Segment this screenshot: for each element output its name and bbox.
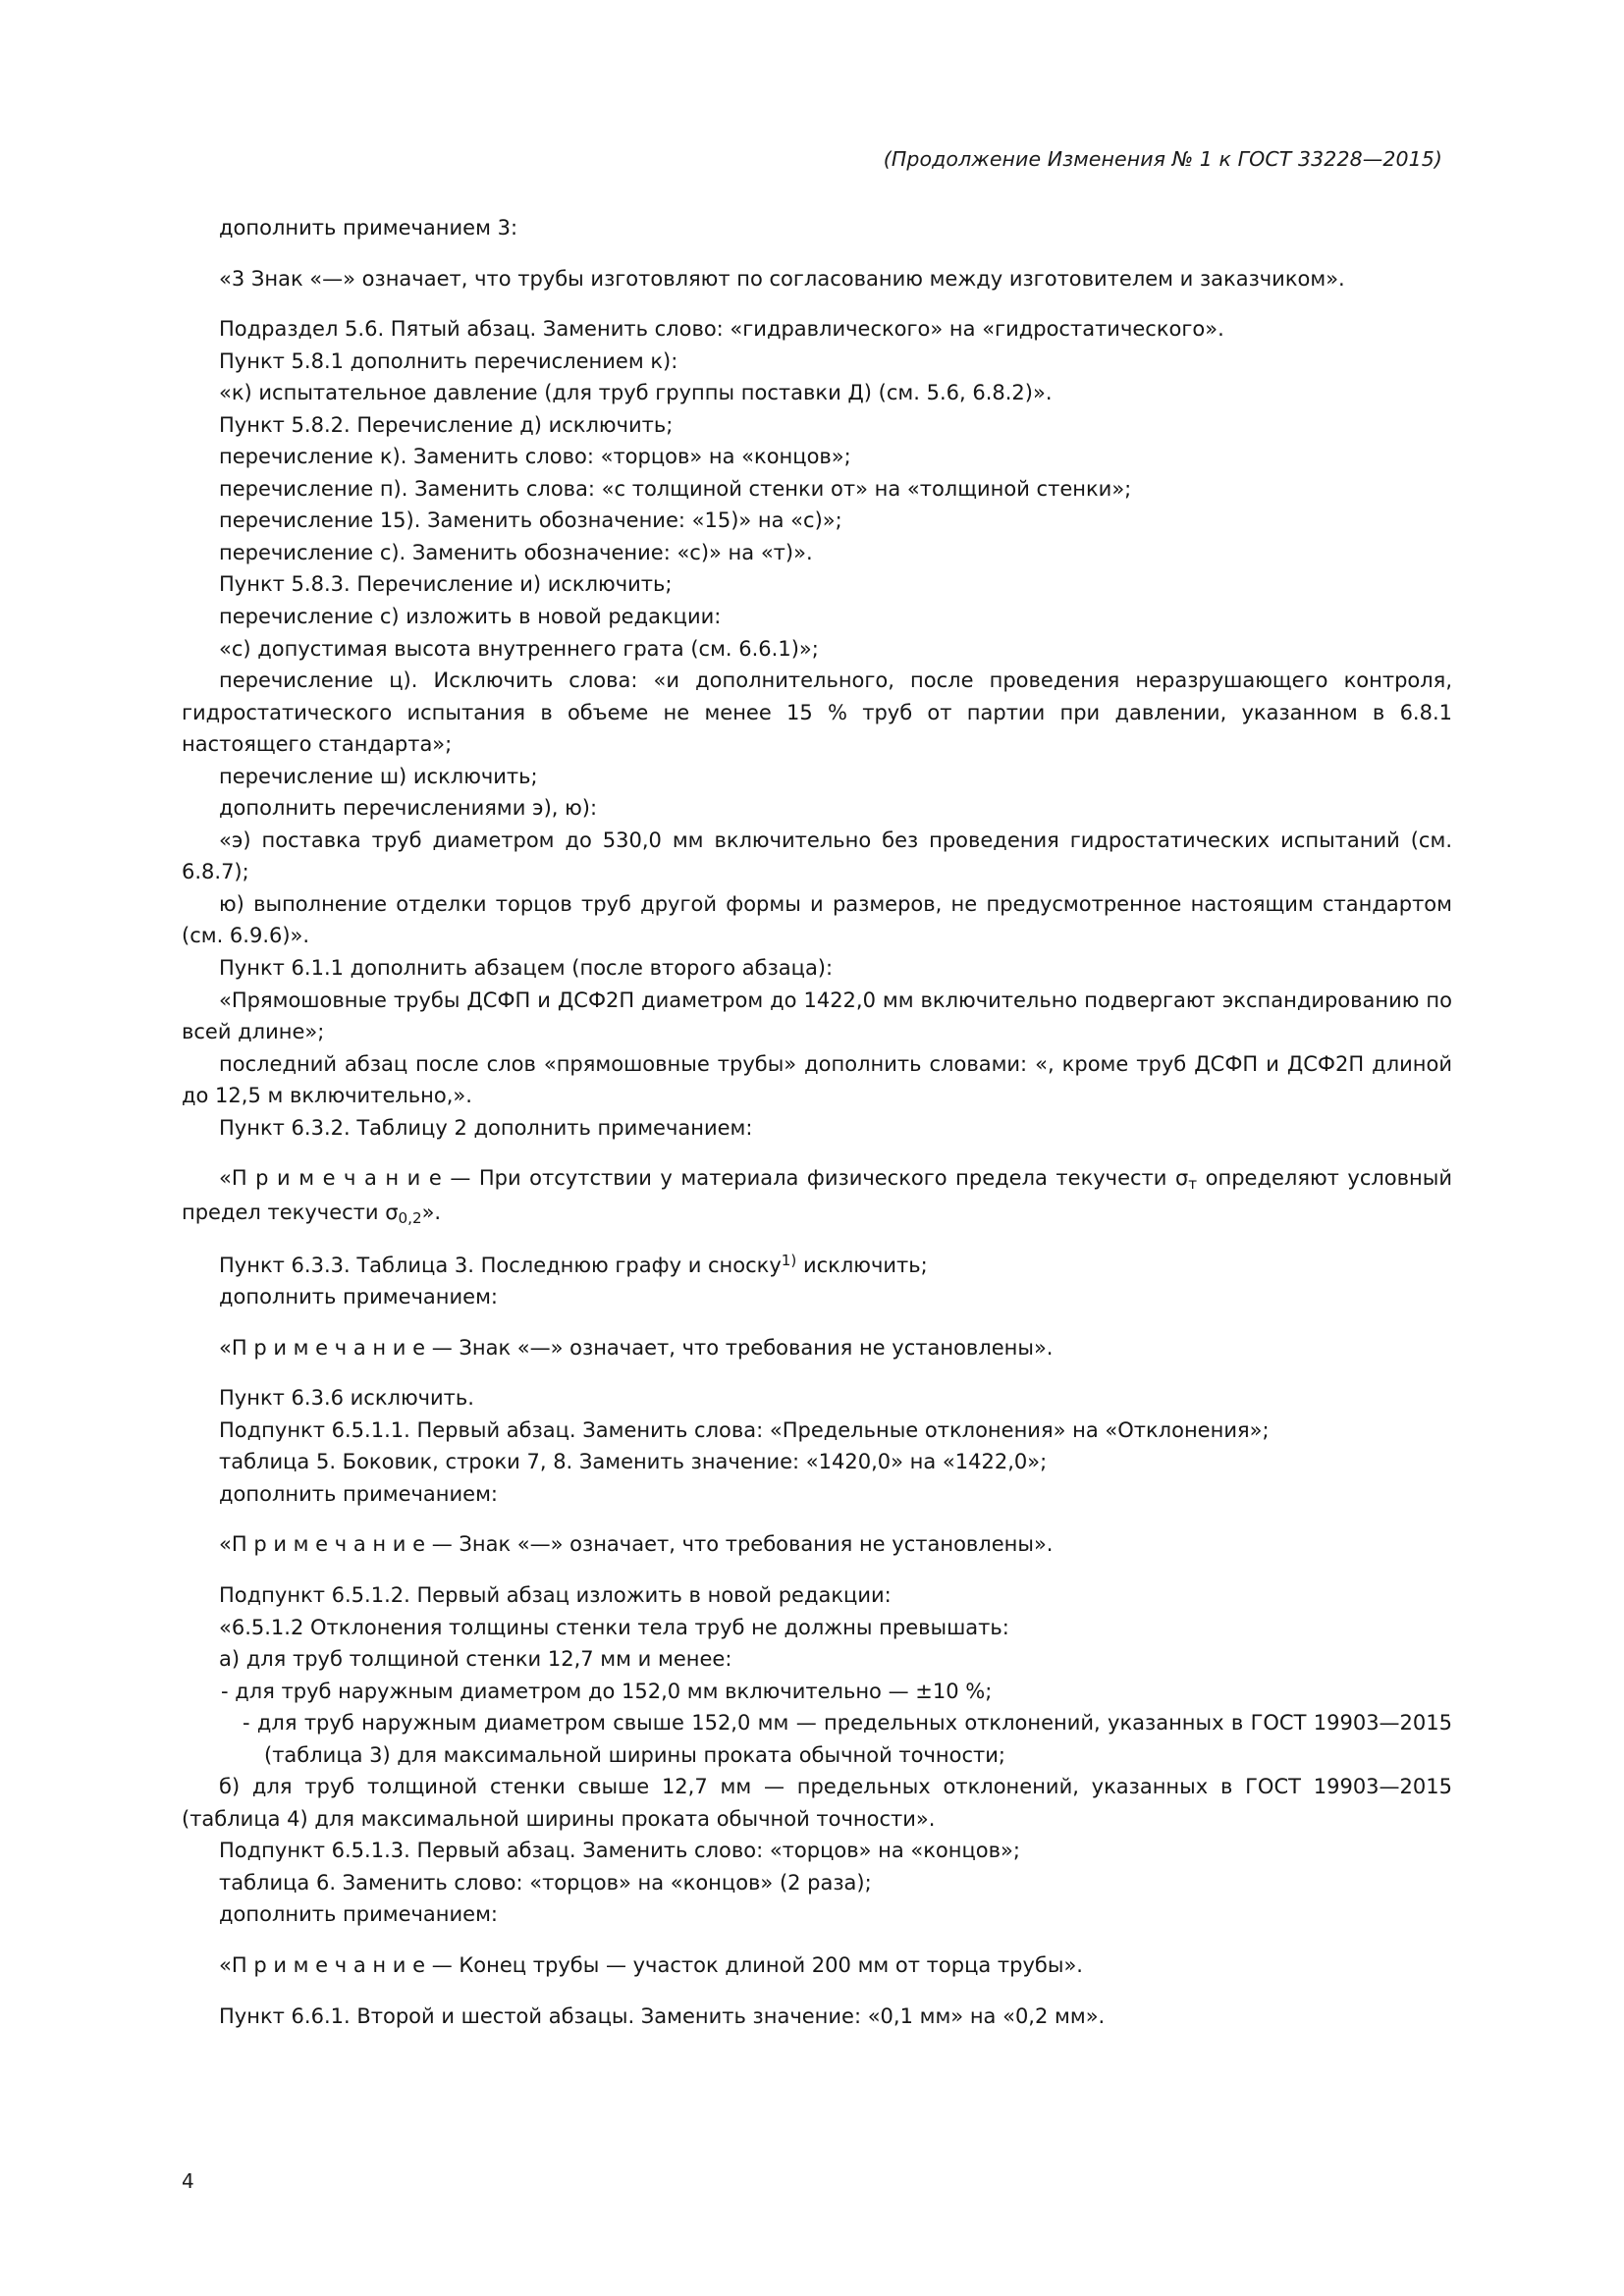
paragraph: дополнить примечанием: <box>219 1902 498 1927</box>
paragraph: б) для труб толщиной стенки свыше 12,7 мм — предельных отклонений, указанных в ГОСТ 19903—2015 (таблица 4) для максимальной ширины проката обычной точности». <box>182 1775 1452 1831</box>
note-text-part2: определяют условный предел текучести σ <box>182 1166 1452 1224</box>
paragraph: перечисление с). Заменить обозначение: «с)» на «т)». <box>219 540 813 564</box>
paragraph-note-table2 <box>182 1162 1452 1230</box>
paragraph: перечисление ц). Исключить слова: «и дополнительного, после проведения неразрушающего контроля, гидростатического испытания в объеме не менее 15 % труб от партии при давлении, указанном в 6.8.1 настоящего стандарта»; <box>182 668 1452 757</box>
paragraph: «3 Знак «—» означает, что трубы изготовляют по согласованию между изготовителем и заказчиком». <box>219 266 1345 291</box>
paragraph: перечисление к). Заменить слово: «торцов» на «концов»; <box>219 445 851 469</box>
document-body <box>182 212 1452 2032</box>
paragraph: дополнить примечанием 3: <box>219 216 518 240</box>
note-text-part3: ». <box>421 1200 442 1224</box>
paragraph-note: «П р и м е ч а н и е — Знак «—» означает, что требования не установлены». <box>219 1532 1054 1557</box>
list-item: - для труб наружным диаметром свыше 152,0 мм — предельных отклонений, указанных в ГОСТ 19903—2015 (таблица 3) для максимальной ширины проката обычной точности; <box>243 1711 1452 1767</box>
paragraph: «6.5.1.2 Отклонения толщины стенки тела труб не должны превышать: <box>219 1615 1009 1639</box>
paragraph: перечисление с) изложить в новой редакции: <box>219 605 722 629</box>
subscript-t: т <box>1188 1175 1198 1194</box>
paragraph: Пункт 5.8.3. Перечисление и) исключить; <box>219 572 673 597</box>
paragraph: таблица 6. Заменить слово: «торцов» на «концов» (2 раза); <box>219 1870 872 1895</box>
text-part2: исключить; <box>796 1253 928 1277</box>
paragraph: перечисление п). Заменить слова: «с толщиной стенки от» на «толщиной стенки»; <box>219 476 1132 501</box>
paragraph: «Прямошовные трубы ДСФП и ДСФ2П диаметром до 1422,0 мм включительно подвергают экспандированию по всей длине»; <box>182 988 1452 1044</box>
paragraph: последний абзац после слов «прямошовные трубы» дополнить словами: «, кроме труб ДСФП и ДСФ2П длиной до 12,5 м включительно,». <box>182 1051 1452 1108</box>
paragraph: таблица 5. Боковик, строки 7, 8. Заменить значение: «1420,0» на «1422,0»; <box>219 1450 1048 1474</box>
footnote-marker: 1) <box>781 1251 797 1269</box>
paragraph: дополнить примечанием: <box>219 1481 498 1506</box>
paragraph: Подпункт 6.5.1.1. Первый абзац. Заменить слова: «Предельные отклонения» на «Отклонения»; <box>219 1417 1270 1442</box>
running-header: (Продолжение Изменения № 1 к ГОСТ 33228—2015) <box>883 147 1442 171</box>
paragraph: «э) поставка труб диаметром до 530,0 мм включительно без проведения гидростатических испытаний (см. 6.8.7); <box>182 828 1452 884</box>
paragraph: а) для труб толщиной стенки 12,7 мм и менее: <box>219 1647 732 1672</box>
subscript-02: 0,2 <box>398 1209 422 1228</box>
paragraph: дополнить перечислениями э), ю): <box>219 796 598 821</box>
note-text-part1: «П р и м е ч а н и е — При отсутствии у материала физического предела текучести σ <box>219 1166 1189 1191</box>
text-part1: Пункт 6.3.3. Таблица 3. Последнюю графу и сноску <box>219 1253 782 1277</box>
paragraph: Пункт 5.8.1 дополнить перечислением к): <box>219 348 678 373</box>
paragraph: Пункт 6.6.1. Второй и шестой абзацы. Заменить значение: «0,1 мм» на «0,2 мм». <box>219 2003 1106 2028</box>
paragraph: перечисление 15). Заменить обозначение: «15)» на «с)»; <box>219 508 842 533</box>
paragraph-633 <box>182 1250 1452 1282</box>
paragraph: перечисление ш) исключить; <box>219 764 538 788</box>
paragraph: Пункт 6.3.2. Таблицу 2 дополнить примечанием: <box>219 1115 753 1140</box>
paragraph: ю) выполнение отделки торцов труб другой формы и размеров, не предусмотренное настоящим стандартом (см. 6.9.6)». <box>182 891 1452 948</box>
list-item: - для труб наружным диаметром до 152,0 мм включительно — ±10 %; <box>221 1679 993 1703</box>
paragraph: Пункт 6.1.1 дополнить абзацем (после второго абзаца): <box>219 956 834 981</box>
paragraph-note: «П р и м е ч а н и е — Конец трубы — участок длиной 200 мм от торца трубы». <box>219 1953 1083 1978</box>
paragraph: Подпункт 6.5.1.2. Первый абзац изложить в новой редакции: <box>219 1583 892 1607</box>
paragraph: Пункт 6.3.6 исключить. <box>219 1386 474 1411</box>
paragraph: Подраздел 5.6. Пятый абзац. Заменить слово: «гидравлического» на «гидростатического». <box>219 317 1224 342</box>
paragraph: Подпункт 6.5.1.3. Первый абзац. Заменить слово: «торцов» на «концов»; <box>219 1839 1020 1863</box>
paragraph-note: «П р и м е ч а н и е — Знак «—» означает, что требования не установлены». <box>219 1335 1054 1360</box>
paragraph: Пункт 5.8.2. Перечисление д) исключить; <box>219 412 674 437</box>
paragraph: «к) испытательное давление (для труб группы поставки Д) (см. 5.6, 6.8.2)». <box>219 381 1053 405</box>
page-number: 4 <box>182 2169 194 2193</box>
paragraph: «с) допустимая высота внутреннего грата (см. 6.6.1)»; <box>219 636 819 661</box>
paragraph: дополнить примечанием: <box>219 1285 498 1309</box>
